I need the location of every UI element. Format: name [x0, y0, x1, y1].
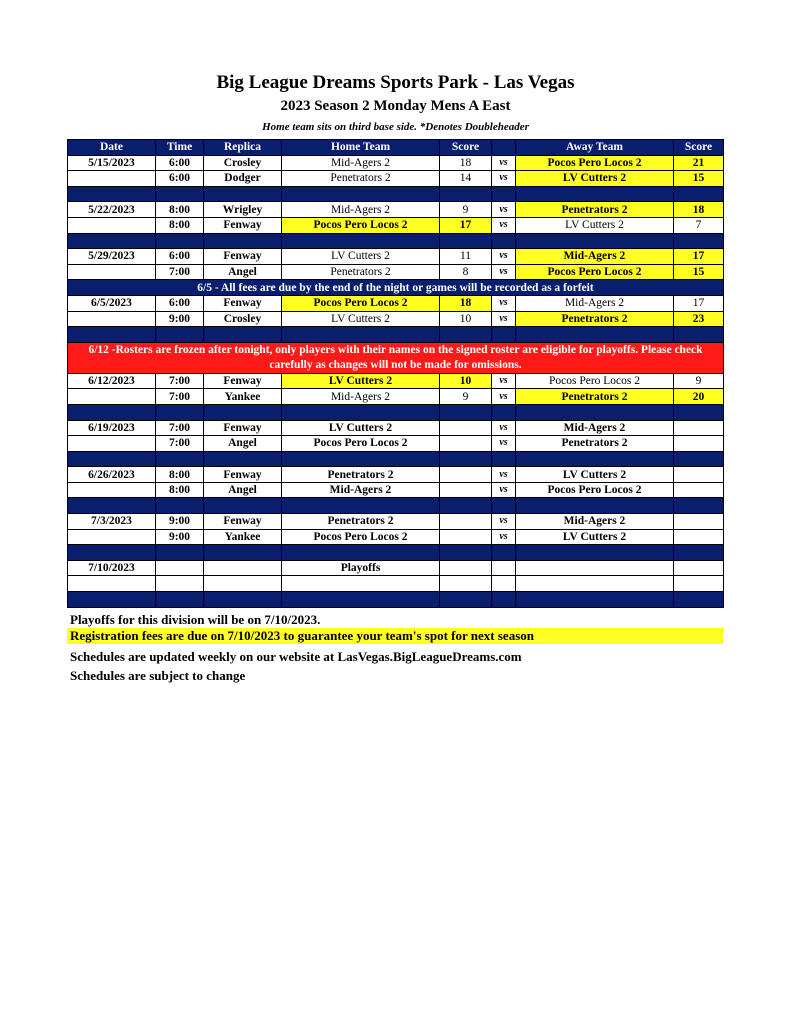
separator-cell [68, 498, 156, 514]
game-date [68, 311, 156, 327]
col-away-score: Score [674, 140, 724, 156]
separator-cell [282, 327, 440, 343]
separator-cell [204, 186, 282, 202]
game-time: 7:00 [156, 436, 204, 452]
game-date [68, 217, 156, 233]
away-team: Mid-Agers 2 [516, 514, 674, 530]
game-date [68, 482, 156, 498]
roster-alert: 6/12 -Rosters are frozen after tonight, only players with their names on the signed roster are eligible for playoffs. Please check carefully as changes will not be made for omissions. [68, 342, 724, 373]
separator-cell [674, 404, 724, 420]
away-score [674, 514, 724, 530]
vs-label: vs [492, 155, 516, 171]
separator-cell [282, 186, 440, 202]
empty-cell [516, 560, 674, 576]
separator-cell [440, 186, 492, 202]
home-score [440, 529, 492, 545]
separator-cell [516, 592, 674, 608]
game-replica: Angel [204, 482, 282, 498]
game-date: 5/29/2023 [68, 249, 156, 265]
away-team: LV Cutters 2 [516, 217, 674, 233]
game-time: 7:00 [156, 373, 204, 389]
vs-label: vs [492, 249, 516, 265]
home-score: 10 [440, 373, 492, 389]
away-team: Mid-Agers 2 [516, 295, 674, 311]
game-replica: Fenway [204, 295, 282, 311]
game-replica: Crosley [204, 311, 282, 327]
away-score: 15 [674, 171, 724, 187]
separator-cell [516, 186, 674, 202]
game-row [68, 373, 724, 389]
vs-label: vs [492, 295, 516, 311]
game-date: 5/15/2023 [68, 155, 156, 171]
away-score: 20 [674, 389, 724, 405]
separator-cell [492, 451, 516, 467]
home-team: Mid-Agers 2 [282, 202, 440, 218]
separator-cell [204, 545, 282, 561]
separator-cell [492, 327, 516, 343]
game-date: 5/22/2023 [68, 202, 156, 218]
notice-row [68, 280, 724, 296]
away-team: Penetrators 2 [516, 311, 674, 327]
away-score [674, 482, 724, 498]
separator-cell [492, 592, 516, 608]
separator-cell [674, 498, 724, 514]
game-time: 8:00 [156, 202, 204, 218]
game-date [68, 264, 156, 280]
fee-notice: 6/5 - All fees are due by the end of the night or games will be recorded as a forfeit [68, 280, 724, 296]
separator-cell [674, 545, 724, 561]
home-score: 11 [440, 249, 492, 265]
empty-cell [204, 576, 282, 592]
vs-label: vs [492, 171, 516, 187]
separator-cell [282, 233, 440, 249]
playoff-date: 7/10/2023 [68, 560, 156, 576]
separator-cell [282, 404, 440, 420]
separator-cell [68, 404, 156, 420]
col-time: Time [156, 140, 204, 156]
separator-row [68, 186, 724, 202]
vs-label: vs [492, 202, 516, 218]
separator-cell [204, 498, 282, 514]
registration-note: Registration fees are due on 7/10/2023 to guarantee your team's spot for next season [67, 628, 723, 644]
vs-label: vs [492, 482, 516, 498]
home-score [440, 482, 492, 498]
game-date: 6/19/2023 [68, 420, 156, 436]
away-team: LV Cutters 2 [516, 171, 674, 187]
empty-cell [674, 576, 724, 592]
away-score: 18 [674, 202, 724, 218]
game-row [68, 217, 724, 233]
home-team: Mid-Agers 2 [282, 389, 440, 405]
empty-cell [204, 560, 282, 576]
home-score: 18 [440, 155, 492, 171]
away-team: Penetrators 2 [516, 436, 674, 452]
schedule-table [67, 139, 724, 608]
separator-cell [516, 233, 674, 249]
separator-cell [674, 451, 724, 467]
game-replica: Dodger [204, 171, 282, 187]
vs-label: vs [492, 217, 516, 233]
home-team: Penetrators 2 [282, 467, 440, 483]
separator-row [68, 545, 724, 561]
game-replica: Wrigley [204, 202, 282, 218]
empty-cell [492, 560, 516, 576]
playoff-row [68, 560, 724, 576]
away-team: LV Cutters 2 [516, 467, 674, 483]
separator-cell [516, 327, 674, 343]
game-replica: Fenway [204, 373, 282, 389]
game-replica: Yankee [204, 389, 282, 405]
home-score: 18 [440, 295, 492, 311]
away-team: Pocos Pero Locos 2 [516, 155, 674, 171]
home-team: Mid-Agers 2 [282, 482, 440, 498]
separator-cell [674, 592, 724, 608]
separator-cell [156, 186, 204, 202]
game-time: 6:00 [156, 171, 204, 187]
separator-cell [440, 327, 492, 343]
home-team: Pocos Pero Locos 2 [282, 295, 440, 311]
away-team: Pocos Pero Locos 2 [516, 482, 674, 498]
game-date [68, 436, 156, 452]
separator-cell [204, 233, 282, 249]
separator-row [68, 327, 724, 343]
away-score: 7 [674, 217, 724, 233]
vs-label: vs [492, 373, 516, 389]
separator-cell [204, 451, 282, 467]
away-score: 15 [674, 264, 724, 280]
away-team: Pocos Pero Locos 2 [516, 264, 674, 280]
separator-cell [156, 451, 204, 467]
separator-cell [68, 186, 156, 202]
separator-cell [156, 404, 204, 420]
game-date: 7/3/2023 [68, 514, 156, 530]
separator-cell [68, 592, 156, 608]
home-score [440, 514, 492, 530]
empty-cell [156, 560, 204, 576]
away-score [674, 420, 724, 436]
col-replica: Replica [204, 140, 282, 156]
separator-cell [440, 404, 492, 420]
game-row [68, 249, 724, 265]
separator-row [68, 592, 724, 608]
game-time: 7:00 [156, 264, 204, 280]
game-time: 8:00 [156, 482, 204, 498]
home-team: Mid-Agers 2 [282, 155, 440, 171]
vs-label: vs [492, 514, 516, 530]
separator-cell [282, 451, 440, 467]
game-row [68, 155, 724, 171]
playoff-note: Playoffs for this division will be on 7/10/2023. [70, 612, 321, 627]
away-team: LV Cutters 2 [516, 529, 674, 545]
vs-label: vs [492, 264, 516, 280]
playoff-label: Playoffs [282, 560, 440, 576]
away-team: Penetrators 2 [516, 202, 674, 218]
game-replica: Crosley [204, 155, 282, 171]
game-replica: Fenway [204, 217, 282, 233]
separator-cell [440, 592, 492, 608]
vs-label: vs [492, 436, 516, 452]
game-row [68, 171, 724, 187]
home-team: LV Cutters 2 [282, 420, 440, 436]
game-time: 9:00 [156, 514, 204, 530]
game-replica: Yankee [204, 529, 282, 545]
home-team: LV Cutters 2 [282, 249, 440, 265]
game-replica: Angel [204, 436, 282, 452]
home-score [440, 436, 492, 452]
empty-cell [440, 560, 492, 576]
away-score [674, 467, 724, 483]
website-note: Schedules are updated weekly on our website at LasVegas.BigLeagueDreams.com [70, 649, 522, 664]
away-team: Pocos Pero Locos 2 [516, 373, 674, 389]
home-team-note: Home team sits on third base side. *Denotes Doubleheader [262, 121, 529, 133]
empty-cell [674, 560, 724, 576]
blank-row [68, 576, 724, 592]
game-date [68, 529, 156, 545]
page-title: Big League Dreams Sports Park - Las Vegas [216, 72, 575, 93]
game-row [68, 295, 724, 311]
game-replica: Angel [204, 264, 282, 280]
separator-cell [440, 498, 492, 514]
away-score: 21 [674, 155, 724, 171]
empty-cell [440, 576, 492, 592]
home-score [440, 467, 492, 483]
away-score [674, 436, 724, 452]
game-date [68, 171, 156, 187]
away-score: 17 [674, 249, 724, 265]
separator-cell [204, 404, 282, 420]
separator-cell [440, 233, 492, 249]
separator-cell [492, 233, 516, 249]
game-row [68, 482, 724, 498]
vs-label: vs [492, 389, 516, 405]
vs-label: vs [492, 420, 516, 436]
col-home-score: Score [440, 140, 492, 156]
empty-cell [156, 576, 204, 592]
game-time: 8:00 [156, 467, 204, 483]
game-time: 6:00 [156, 295, 204, 311]
away-score: 23 [674, 311, 724, 327]
game-time: 9:00 [156, 311, 204, 327]
home-team: Penetrators 2 [282, 264, 440, 280]
away-team: Mid-Agers 2 [516, 249, 674, 265]
game-date: 6/12/2023 [68, 373, 156, 389]
game-row [68, 529, 724, 545]
separator-cell [68, 451, 156, 467]
game-replica: Fenway [204, 420, 282, 436]
separator-cell [156, 498, 204, 514]
separator-cell [440, 545, 492, 561]
game-row [68, 264, 724, 280]
separator-cell [516, 545, 674, 561]
home-score: 9 [440, 389, 492, 405]
vs-label: vs [492, 467, 516, 483]
separator-cell [492, 545, 516, 561]
separator-cell [68, 545, 156, 561]
game-time: 9:00 [156, 529, 204, 545]
game-replica: Fenway [204, 249, 282, 265]
separator-cell [674, 327, 724, 343]
page-subtitle: 2023 Season 2 Monday Mens A East [280, 98, 511, 114]
home-score: 8 [440, 264, 492, 280]
vs-label: vs [492, 529, 516, 545]
game-time: 7:00 [156, 420, 204, 436]
away-score: 17 [674, 295, 724, 311]
separator-cell [68, 327, 156, 343]
game-time: 7:00 [156, 389, 204, 405]
game-row [68, 467, 724, 483]
home-team: LV Cutters 2 [282, 311, 440, 327]
vs-label: vs [492, 311, 516, 327]
col-away-team: Away Team [516, 140, 674, 156]
empty-cell [282, 576, 440, 592]
separator-cell [492, 186, 516, 202]
separator-cell [204, 592, 282, 608]
col-date: Date [68, 140, 156, 156]
separator-cell [440, 451, 492, 467]
away-team: Mid-Agers 2 [516, 420, 674, 436]
home-team: Penetrators 2 [282, 514, 440, 530]
home-team: LV Cutters 2 [282, 373, 440, 389]
separator-row [68, 233, 724, 249]
game-time: 8:00 [156, 217, 204, 233]
game-time: 6:00 [156, 155, 204, 171]
col-vs [492, 140, 516, 156]
separator-cell [492, 404, 516, 420]
game-row [68, 420, 724, 436]
game-row [68, 311, 724, 327]
alert-row [68, 342, 724, 373]
separator-row [68, 498, 724, 514]
home-team: Pocos Pero Locos 2 [282, 529, 440, 545]
game-date [68, 389, 156, 405]
separator-cell [204, 327, 282, 343]
away-team: Penetrators 2 [516, 389, 674, 405]
separator-cell [282, 498, 440, 514]
game-row [68, 389, 724, 405]
game-row [68, 436, 724, 452]
separator-cell [674, 186, 724, 202]
header-row [68, 140, 724, 156]
separator-cell [282, 592, 440, 608]
separator-row [68, 451, 724, 467]
home-team: Pocos Pero Locos 2 [282, 436, 440, 452]
separator-cell [156, 545, 204, 561]
home-score: 10 [440, 311, 492, 327]
home-score [440, 420, 492, 436]
separator-row [68, 404, 724, 420]
home-score: 9 [440, 202, 492, 218]
separator-cell [68, 233, 156, 249]
away-score [674, 529, 724, 545]
game-row [68, 514, 724, 530]
empty-cell [492, 576, 516, 592]
col-home-team: Home Team [282, 140, 440, 156]
game-replica: Fenway [204, 467, 282, 483]
separator-cell [516, 451, 674, 467]
change-note: Schedules are subject to change [70, 668, 246, 683]
separator-cell [516, 498, 674, 514]
home-team: Pocos Pero Locos 2 [282, 217, 440, 233]
game-date: 6/5/2023 [68, 295, 156, 311]
separator-cell [516, 404, 674, 420]
game-row [68, 202, 724, 218]
game-time: 6:00 [156, 249, 204, 265]
game-replica: Fenway [204, 514, 282, 530]
game-date: 6/26/2023 [68, 467, 156, 483]
home-score: 14 [440, 171, 492, 187]
separator-cell [156, 592, 204, 608]
empty-cell [68, 576, 156, 592]
home-score: 17 [440, 217, 492, 233]
separator-cell [156, 327, 204, 343]
separator-cell [156, 233, 204, 249]
separator-cell [282, 545, 440, 561]
separator-cell [492, 498, 516, 514]
away-score: 9 [674, 373, 724, 389]
separator-cell [674, 233, 724, 249]
home-team: Penetrators 2 [282, 171, 440, 187]
empty-cell [516, 576, 674, 592]
